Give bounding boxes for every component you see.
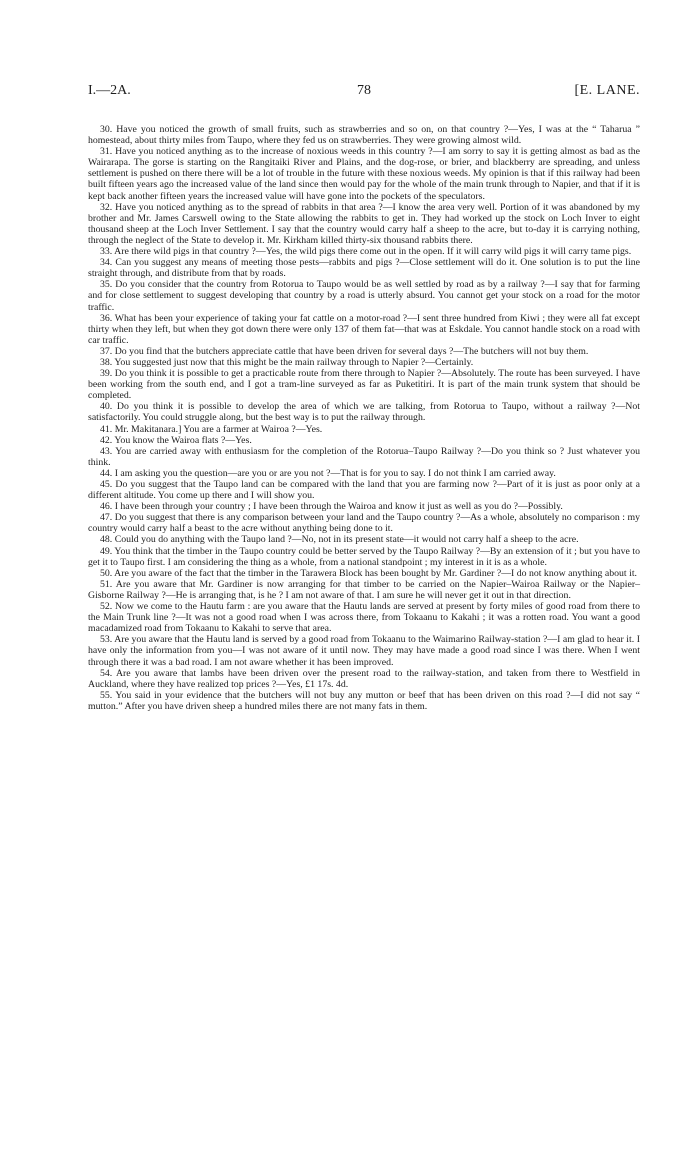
paragraph-55: 55. You said in your evidence that the butchers will not buy any mutton or beef that has been driven on this road ?—I did not say “ mutton.” After you have driven sheep a hundred miles there are not many fats in them. [88, 689, 640, 712]
paragraph-44: 44. I am asking you the question—are you or are you not ?—That is for you to say. I do not think I am carried away. [100, 467, 556, 479]
paragraph-36: 36. What has been your experience of taking your fat cattle on a motor-road ?—I sent three hundred from Kiwi ; they were all fat except thirty when they left, but when they got down there were only 137 of them fat—that was at Eskdale. You cannot handle stock on a road with car traffic. [88, 312, 640, 346]
transcript-body [88, 124, 640, 712]
paragraph-40: 40. Do you think it is possible to develop the area of which we are talking, from Rotorua to Taupo, without a railway ?—Not satisfactorily. You could struggle along, but the best way is to put the railway through. [88, 401, 640, 424]
paragraph-35: 35. Do you consider that the country from Rotorua to Taupo would be as well settled by road as by a railway ?—I say that for farming and for close settlement to suggest developing that country by a road is utterly absurd. You cannot get your stock on a road for the motor traffic. [88, 279, 640, 313]
paragraph-32: 32. Have you noticed anything as to the spread of rabbits in that area ?—I know the area very well. Portion of it was abandoned by my brother and Mr. James Carswell owing to the State allowing the rabbits to get in. They had worked up the stock on Loch Inver to eight thousand sheep at the Loch Inver Settlement. I say that the country would carry half a sheep to the acre, but to-day it is carrying nothing, through the neglect of the State to develop it. Mr. Kirkham killed thirty-six thousand rabbits there. [88, 201, 640, 246]
paragraph-39: 39. Do you think it is possible to get a practicable route from there through to Napier ?—Absolutely. The route has been surveyed. I have been working from the south end, and I got a tram-line surveyed as far as Puketitiri. It is part of the main trunk system that should be completed. [88, 368, 640, 402]
paragraph-30: 30. Have you noticed the growth of small fruits, such as strawberries and so on, on that country ?—Yes, I was at the “ Taharua ” homestead, about thirty miles from Taupo, where they fed us on strawberries. They were growing almost wild. [88, 124, 640, 147]
paragraph-54: 54. Are you aware that lambs have been driven over the present road to the railway-station, and taken from there to Westfield in Auckland, where they have realized top prices ?—Yes, £1 17s. 4d. [88, 667, 640, 690]
paragraph-53: 53. Are you aware that the Hautu land is served by a good road from Tokaanu to the Waimarino Railway-station ?—I am glad to hear it. I have only the information from you—I was not aware of it until now. They may have made a good road since I was there. When I went through there it was a bad road. I am not aware whether it has been improved. [88, 634, 640, 668]
paragraph-50: 50. Are you aware of the fact that the timber in the Tarawera Block has been bought by Mr. Gardiner ?—I do not know anything about it. [100, 567, 637, 579]
paragraph-34: 34. Can you suggest any means of meeting those pests—rabbits and pigs ?—Close settlement will do it. One solution is to put the line straight through, and distribute from that by roads. [88, 257, 640, 280]
paragraph-49: 49. You think that the timber in the Taupo country could be better served by the Taupo Railway ?—By an extension of it ; but you have to get it to Taupo first. I am considering the thing as a whole, from a national standpoint ; my interest in it is as a whole. [88, 545, 640, 568]
paragraph-46: 46. I have been through your country ; I have been through the Wairoa and know it just as well as you do ?—Possibly. [100, 501, 563, 513]
paragraph-51: 51. Are you aware that Mr. Gardiner is now arranging for that timber to be carried on the Napier–Wairoa Railway or the Napier–Gisborne Railway ?—He is arranging that, is he ? I am not aware of that. I am sure he will never get it out in that direction. [88, 578, 640, 601]
paragraph-47: 47. Do you suggest that there is any comparison between your land and the Taupo country ?—As a whole, absolutely no comparison : my country would carry half a beast to the acre without anything being done to it. [88, 512, 640, 535]
report-reference: I.—2A. [88, 83, 131, 98]
witness-name: [E. LANE. [574, 83, 640, 98]
paragraph-38: 38. You suggested just now that this might be the main railway through to Napier ?—Certainly. [100, 356, 474, 368]
page-header [88, 83, 640, 99]
paragraph-31: 31. Have you noticed anything as to the increase of noxious weeds in this country ?—I am sorry to say it is getting almost as bad as the Wairarapa. The gorse is starting on the Rangitaiki River and Plains, and the dog-rose, or brier, and blackberry are spreading, and unless settlement is pushed on there there will be a lot of trouble in the future with these noxious weeds. My opinion is that if this railway had been built fifteen years ago the increased value of the land since then would pay for the whole of the main trunk through to Napier, and that if it is kept back another fifteen years the increased value will have gone into the pockets of the speculators. [88, 146, 640, 202]
paragraph-33: 33. Are there wild pigs in that country ?—Yes, the wild pigs there come out in the open. If it will carry wild pigs it will carry tame pigs. [100, 246, 632, 258]
paragraph-52: 52. Now we come to the Hautu farm : are you aware that the Hautu lands are served at present by forty miles of good road from there to the Main Trunk line ?—It was not a good road when I was across there, from Tokaanu to Kakahi ; it was a rotten road. You want a good macadamized road from Tokaanu to Kakahi to serve that area. [88, 601, 640, 635]
paragraph-48: 48. Could you do anything with the Taupo land ?—No, not in its present state—it would not carry half a sheep to the acre. [100, 534, 579, 546]
paragraph-37: 37. Do you find that the butchers appreciate cattle that have been driven for several days ?—The butchers will not buy them. [100, 345, 589, 357]
paragraph-45: 45. Do you suggest that the Taupo land can be compared with the land that you are farming now ?—Part of it is just as poor only at a different altitude. You come up there and I will show you. [88, 479, 640, 502]
paragraph-43: 43. You are carried away with enthusiasm for the completion of the Rotorua–Taupo Railway ?—Do you think so ? Just whatever you think. [88, 445, 640, 468]
paragraph-41: 41. Mr. Makitanara.] You are a farmer at Wairoa ?—Yes. [100, 423, 323, 435]
paragraph-42: 42. You know the Wairoa flats ?—Yes. [100, 434, 252, 446]
page-number: 78 [357, 83, 371, 98]
